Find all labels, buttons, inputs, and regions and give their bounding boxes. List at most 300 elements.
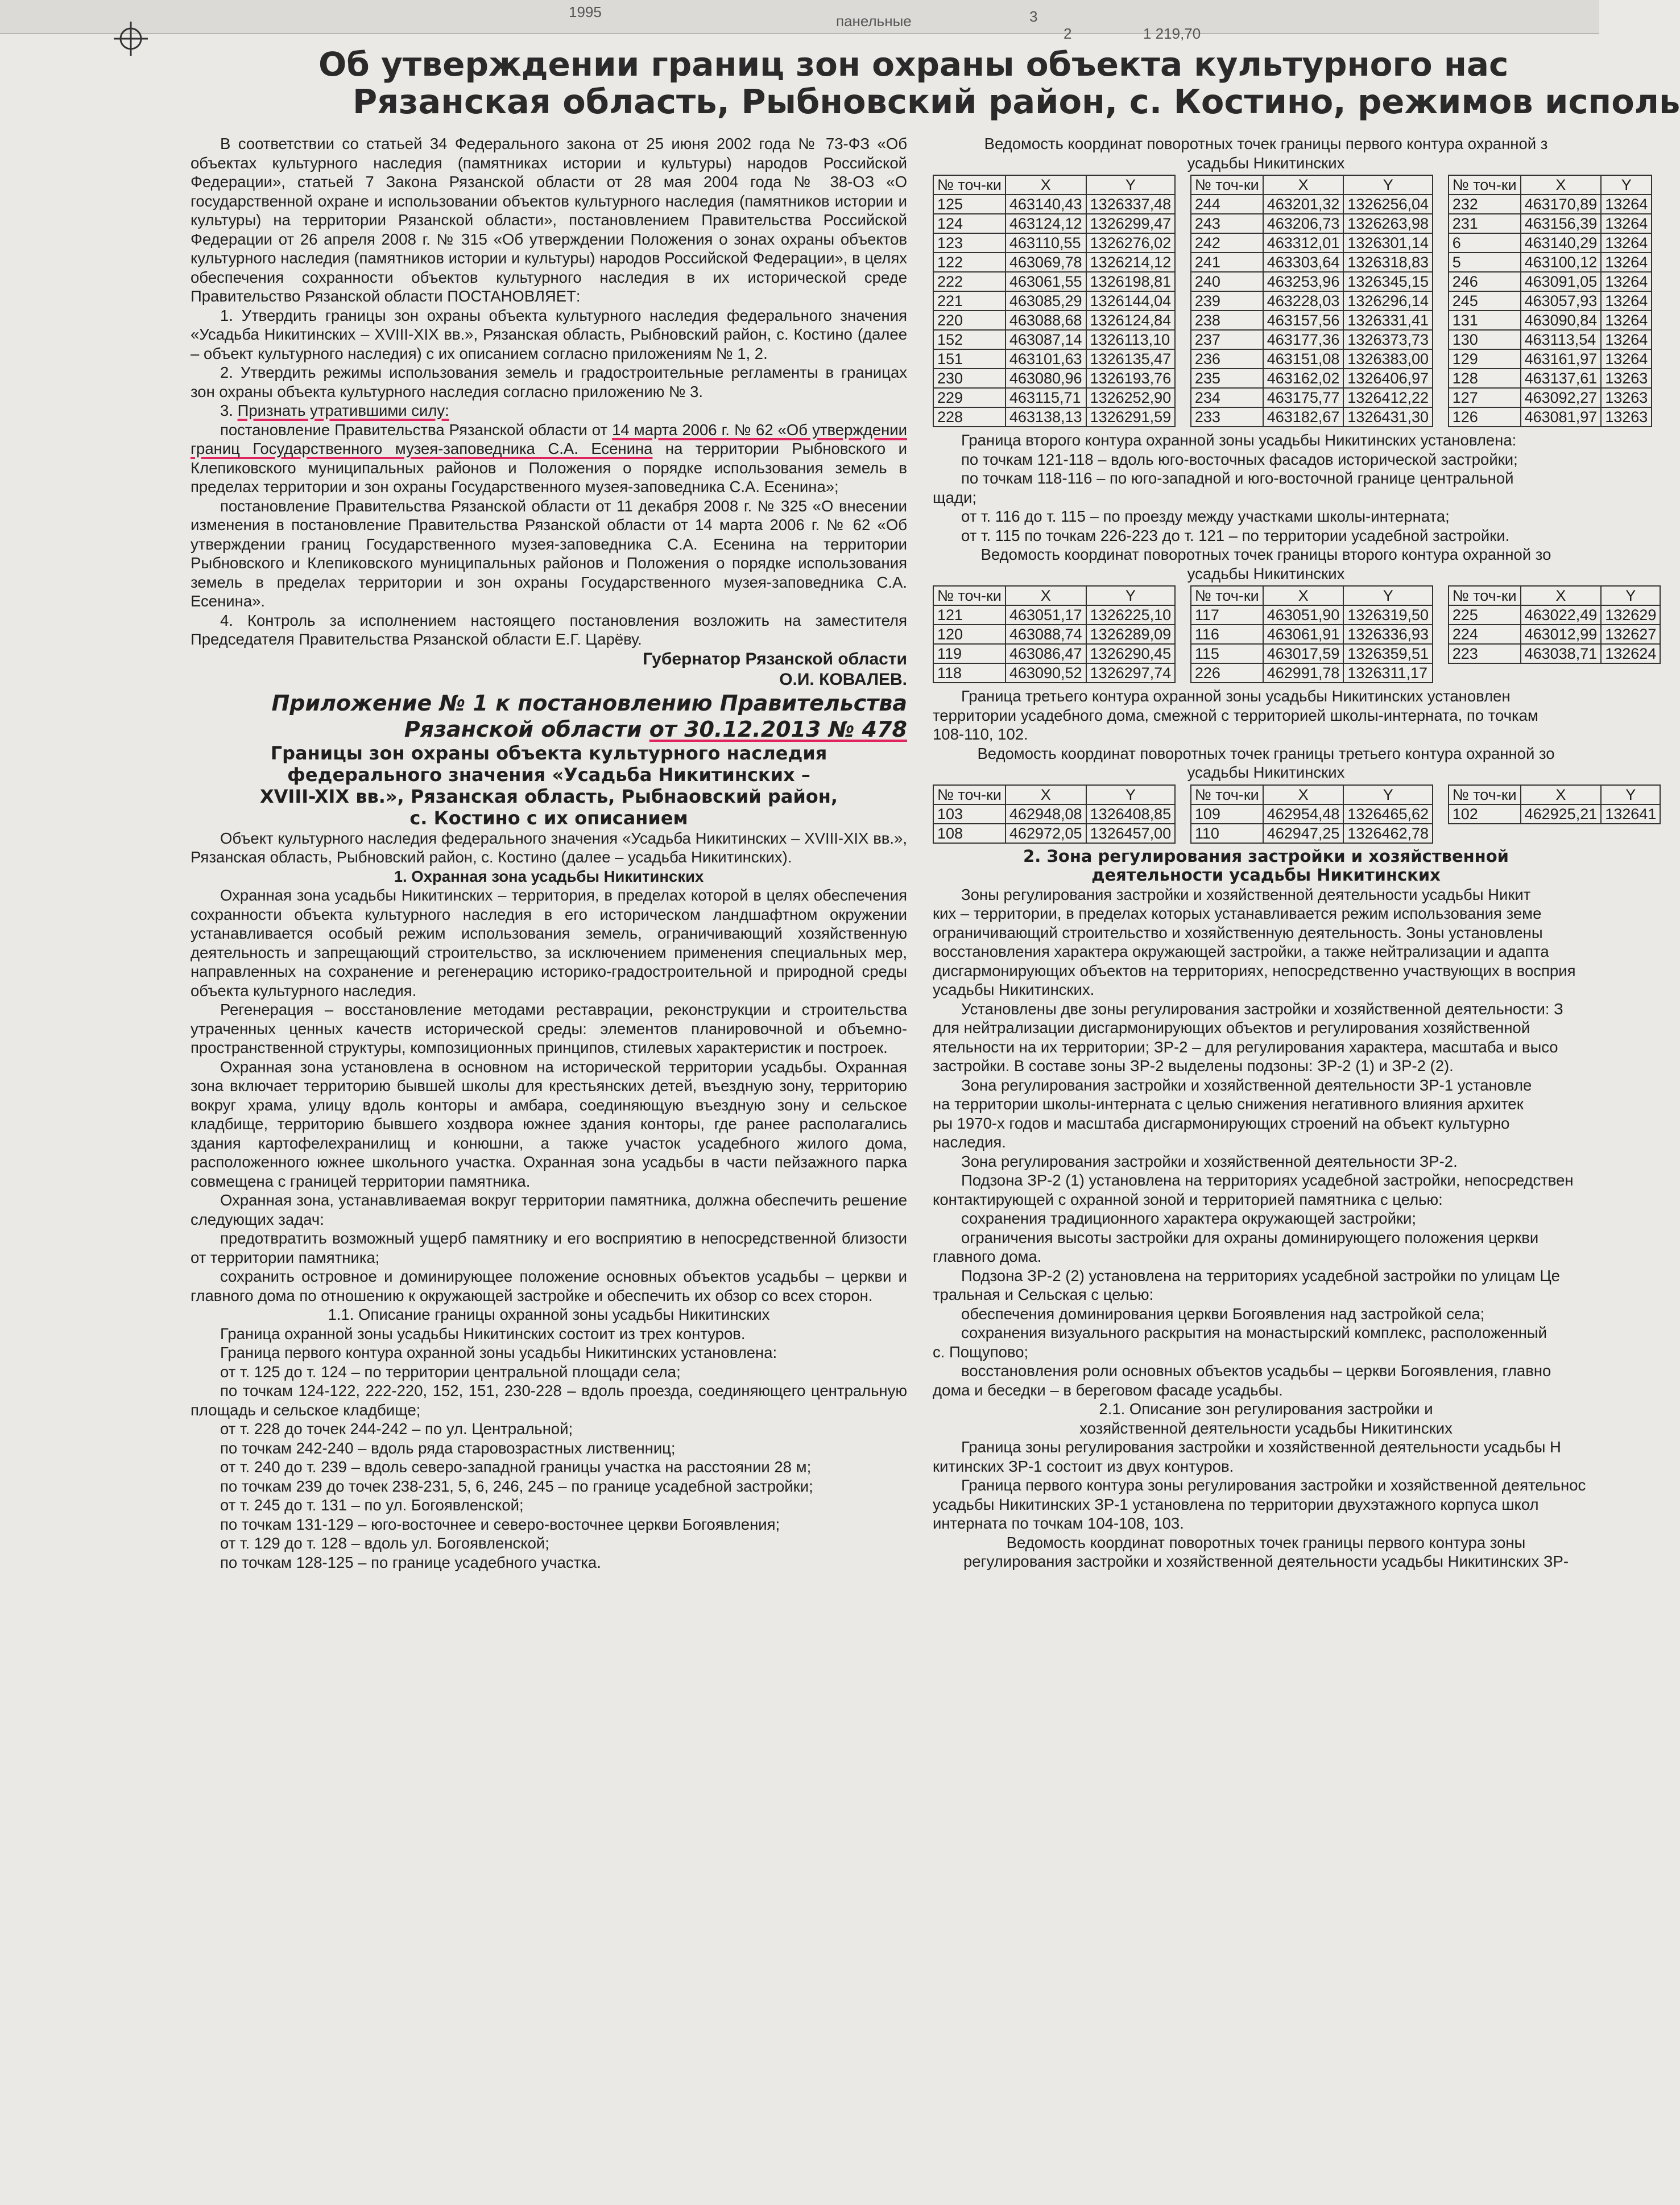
table-1-caption-line-2: усадьбы Никитинских — [1187, 154, 1345, 172]
table-cell: 463140,43 — [1005, 195, 1086, 214]
table-4-caption — [933, 1533, 1599, 1571]
table-row — [933, 291, 1175, 311]
table-cell: 463017,59 — [1263, 644, 1344, 663]
table-cell: 463088,68 — [1005, 311, 1086, 330]
table-cell: 463061,55 — [1005, 272, 1086, 291]
table-header-row — [1449, 175, 1652, 195]
table-cell: 116 — [1191, 625, 1263, 644]
column-header: X — [1263, 586, 1344, 605]
table-1-caption-line-1: Ведомость координат поворотных точек границы первого контура охранной з — [984, 135, 1548, 152]
title-line-1: Об утверждении границ зон охраны объекта культурного нас — [318, 45, 1509, 84]
subheading-line-4: с. Костино с их описанием — [409, 807, 688, 829]
column-header: X — [1005, 586, 1086, 605]
column-header: № точ-ки — [933, 175, 1005, 195]
zr-line-30: Граница первого контура зоны регулирования застройки и хозяйственной деятельнос — [961, 1476, 1586, 1494]
item-1: 1. Утвердить границы зон охраны объекта культурного наследия федерального значения «Усадьба Никитинских – XVIII-XIX вв.», Рязанская область, Рыбновский район, с. Костино (далее – объект культурного наследия) с их описанием согласно приложениям № 1, 2. — [191, 306, 907, 362]
section-2-1-heading-line-1: 2.1. Описание зон регулирования застройки и — [1099, 1400, 1433, 1418]
zr-line-19: ограничения высоты застройки для охраны доминирующего положения церкви — [961, 1228, 1539, 1246]
table-cell: 13264 — [1601, 214, 1652, 233]
table-cell: 463057,93 — [1521, 291, 1602, 311]
table-cell: 462972,05 — [1005, 824, 1086, 843]
table-row — [1449, 330, 1652, 349]
column-header: № точ-ки — [1191, 175, 1263, 195]
contour-2-step-4: от т. 115 по точкам 226-223 до т. 121 – по территории усадебной застройки. — [961, 526, 1510, 544]
table-header-row — [933, 785, 1175, 804]
table-cell: 1326214,12 — [1086, 253, 1176, 272]
zr-line-16: Подзона ЗР-2 (1) установлена на территориях усадебной застройки, непосредствен — [961, 1171, 1574, 1189]
table-row — [1449, 388, 1652, 407]
section-2-heading-line-2: деятельности усадьбы Никитинских — [1091, 865, 1441, 885]
zr-line-24: сохранения визуального раскрытия на монастырский комплекс, расположенный — [961, 1324, 1547, 1341]
table-cell: 230 — [933, 369, 1005, 388]
table-row — [933, 349, 1175, 369]
table-cell: 119 — [933, 644, 1005, 663]
table-cell: 1326462,78 — [1343, 824, 1433, 843]
table-cell: 13264 — [1601, 272, 1652, 291]
table-cell: 223 — [1449, 644, 1521, 663]
table-cell: 463090,52 — [1005, 663, 1086, 683]
zr-line-12: на территории школы-интерната с целью снижения негативного влияния архитек — [933, 1095, 1524, 1113]
table-cell: 1326263,98 — [1343, 214, 1433, 233]
zr-line-2: ких – территории, в пределах которых устанавливается режим использования земе — [933, 905, 1542, 922]
table-row — [1191, 644, 1433, 663]
table-cell: 132624 — [1601, 644, 1660, 663]
contour-2-intro: Граница второго контура охранной зоны усадьбы Никитинских установлена: — [961, 431, 1517, 449]
table-cell: 463138,13 — [1005, 407, 1086, 427]
left-column — [191, 134, 907, 1572]
strip-material: панельные — [836, 13, 912, 30]
table-row — [933, 644, 1175, 663]
zr-line-22: тральная и Сельская с целью: — [933, 1286, 1154, 1303]
table-row — [933, 195, 1175, 214]
table-row — [933, 388, 1175, 407]
table-cell: 1326318,83 — [1343, 253, 1433, 272]
table-cell: 233 — [1191, 407, 1263, 427]
table-row — [1449, 644, 1661, 663]
contour-3-intro: Граница третьего контура охранной зоны усадьбы Никитинских установлен — [961, 687, 1511, 705]
column-header: Y — [1086, 175, 1176, 195]
table-cell: 1326299,47 — [1086, 214, 1176, 233]
repealed-1 — [191, 420, 907, 497]
document-title — [318, 45, 1680, 121]
subheading-line-2: федерального значения «Усадьба Никитинских – — [287, 763, 810, 786]
table-cell: 463092,27 — [1521, 388, 1602, 407]
table-cell: 242 — [1191, 233, 1263, 253]
table-cell: 246 — [1449, 272, 1521, 291]
subheading-line-1: Границы зон охраны объекта культурного наследия — [270, 742, 827, 764]
table-cell: 241 — [1191, 253, 1263, 272]
table-cell: 463100,12 — [1521, 253, 1602, 272]
boundary-step-5: от т. 240 до т. 239 – вдоль северо-западной границы участка на расстоянии 28 м; — [220, 1458, 812, 1476]
table-cell: 124 — [933, 214, 1005, 233]
section-2-heading — [933, 847, 1599, 885]
table-row — [933, 663, 1175, 683]
zr-line-18: сохранения традиционного характера окружающей застройки; — [961, 1209, 1416, 1227]
table-cell: 109 — [1191, 804, 1263, 824]
column-header: X — [1263, 785, 1344, 804]
table-cell: 220 — [933, 311, 1005, 330]
table-cell: 462991,78 — [1263, 663, 1344, 683]
table-cell: 236 — [1191, 349, 1263, 369]
table-cell: 122 — [933, 253, 1005, 272]
column-header: Y — [1086, 586, 1176, 605]
table-row — [1191, 272, 1433, 291]
zone-established-text: Охранная зона установлена в основном на исторической территории усадьбы. Охранная зона включает территорию бывшей школы для крестьянских детей, въездную зону, территорию вокруг храма, улицу вдоль конторы и амбара, соединяющую въездную зону и сельское кладбище, территорию бывшего хоздвора южнее здания конторы, где ранее располагались здания картофелехранилищ и конюшни, а также участок усадебного жилого дома, расположенного южнее школьного участка. Охранная зона усадьбы в части пейзажного парка совмещена с границей территории памятника. — [191, 1058, 907, 1190]
table-cell: 463182,67 — [1263, 407, 1344, 427]
table-cell: 1326252,90 — [1086, 388, 1176, 407]
table-cell: 463312,01 — [1263, 233, 1344, 253]
table-cell: 463303,64 — [1263, 253, 1344, 272]
table-cell: 1326296,14 — [1343, 291, 1433, 311]
column-header: Y — [1601, 175, 1652, 195]
table-cell: 463069,78 — [1005, 253, 1086, 272]
table-cell: 231 — [1449, 214, 1521, 233]
table-cell: 1326124,84 — [1086, 311, 1176, 330]
preamble: В соответствии со статьей 34 Федерального закона от 25 июня 2002 года № 73-ФЗ «Об объектах культурного наследия (памятниках истории и культуры) народов Российской Федерации», статьей 7 Закона Рязанской области от 28 мая 2004 года № 38-ОЗ «О государственной охране и использовании объектов культурного наследия (памятников истории и культуры) на территории Рязанской области», постановлением Правительства Российской Федерации от 26 апреля 2008 г. № 315 «Об утверждении Положения о зонах охраны объектов культурного наследия (памятников истории и культуры) народов Российской Федерации», в целях обеспечения сохранности объектов культурного наследия в их исторической среде Правительство Рязанской области ПОСТАНОВЛЯЕТ: — [191, 135, 907, 305]
zr-line-3: ограничивающий строительство и хозяйственную деятельность. Зоны установлены — [933, 923, 1543, 942]
table-row — [1191, 349, 1433, 369]
table-group-1 — [933, 175, 1648, 427]
table-cell: 1326297,74 — [1086, 663, 1176, 683]
table-cell: 13264 — [1601, 349, 1652, 369]
table-row — [1449, 804, 1661, 824]
zr-line-21: Подзона ЗР-2 (2) установлена на территориях усадебной застройки по улицам Це — [961, 1266, 1560, 1285]
subheading-line-3: XVIII-XIX вв.», Рязанская область, Рыбнаовский район, — [259, 785, 838, 807]
table-cell: 463115,71 — [1005, 388, 1086, 407]
coordinate-table — [1190, 175, 1433, 427]
table-cell: 1326336,93 — [1343, 625, 1433, 644]
boundary-step-1: от т. 125 до т. 124 – по территории центральной площади села; — [220, 1362, 681, 1381]
table-cell: 463088,74 — [1005, 625, 1086, 644]
coordinate-table — [1448, 175, 1653, 427]
table-cell: 463085,29 — [1005, 291, 1086, 311]
table-row — [933, 625, 1175, 644]
table-row — [933, 824, 1175, 843]
item-3-underlined: Признать утратившими силу: — [237, 402, 449, 419]
table-row — [1449, 272, 1652, 291]
signature-name: О.И. КОВАЛЕВ. — [779, 670, 907, 689]
zr-line-5: дисгармонирующих объектов на территориях, непосредственно участвующих в восприя — [933, 961, 1576, 980]
table-cell: 1326311,17 — [1343, 663, 1433, 683]
table-row — [1191, 214, 1433, 233]
table-header-row — [1449, 785, 1661, 804]
registration-mark-icon — [114, 22, 148, 56]
column-header: X — [1521, 175, 1602, 195]
table-cell: 6 — [1449, 233, 1521, 253]
table-cell: 1326373,73 — [1343, 330, 1433, 349]
strip-year: 1995 — [569, 3, 602, 20]
column-header: № точ-ки — [1449, 175, 1521, 195]
column-header: № точ-ки — [1191, 785, 1263, 804]
table-cell: 1326113,10 — [1086, 330, 1176, 349]
table-row — [1449, 311, 1652, 330]
column-header: № точ-ки — [933, 785, 1005, 804]
column-header: Y — [1343, 175, 1433, 195]
table-row — [1449, 605, 1661, 625]
table-cell: 463101,63 — [1005, 349, 1086, 369]
boundary-step-7: от т. 245 до т. 131 – по ул. Богоявленской; — [220, 1496, 524, 1514]
table-cell: 13264 — [1601, 291, 1652, 311]
title-line-2: Рязанская область, Рыбновский район, с. Костино, режимов исполь — [353, 82, 1680, 121]
table-cell: 132627 — [1601, 625, 1660, 644]
table-row — [1191, 407, 1433, 427]
contour-2-step-2: по точкам 118-116 – по юго-западной и юго-восточной границе центральной — [961, 469, 1514, 487]
table-cell: 463157,56 — [1263, 311, 1344, 330]
table-cell: 115 — [1191, 644, 1263, 663]
table-row — [933, 214, 1175, 233]
table-cell: 238 — [1191, 311, 1263, 330]
table-cell: 463201,32 — [1263, 195, 1344, 214]
table-row — [1449, 253, 1652, 272]
table-cell: 463090,84 — [1521, 311, 1602, 330]
table-cell: 152 — [933, 330, 1005, 349]
appendix-line-1: Приложение № 1 к постановлению Правительства — [271, 690, 907, 716]
zr-line-15: Зона регулирования застройки и хозяйственной деятельности ЗР-2. — [961, 1152, 1458, 1170]
table-cell: 1326331,41 — [1343, 311, 1433, 330]
table-cell: 221 — [933, 291, 1005, 311]
column-header: Y — [1086, 785, 1176, 804]
table-cell: 463091,05 — [1521, 272, 1602, 291]
table-cell: 463137,61 — [1521, 369, 1602, 388]
strip-num2: 2 — [1064, 25, 1072, 42]
table-cell: 13264 — [1601, 253, 1652, 272]
table-cell: 463051,90 — [1263, 605, 1344, 625]
table-cell: 108 — [933, 824, 1005, 843]
repealed-1-underlined: 14 марта 2006 г. № 62 «Об утверждении границ Государственного музея-заповедника С.А. Есенина — [191, 420, 908, 457]
column-header: X — [1521, 586, 1602, 605]
table-header-row — [933, 175, 1175, 195]
table-row — [1449, 291, 1652, 311]
item-3-number: 3. — [220, 402, 238, 419]
table-row — [933, 233, 1175, 253]
table-row — [1191, 291, 1433, 311]
table-cell: 1326319,50 — [1343, 605, 1433, 625]
section-2-heading-line-1: 2. Зона регулирования застройки и хозяйственной — [1023, 846, 1509, 866]
table-cell: 1326465,62 — [1343, 804, 1433, 824]
regeneration-text: Регенерация – восстановление методами реставрации, реконструкции и строительства утраченных ценных качеств исторической среды: элементов планировочной и объемно-пространственной структуры, композиционных принципов, стилевых характеристик и построек. — [191, 1001, 907, 1056]
table-cell: 463022,49 — [1521, 605, 1602, 625]
table-cell: 132641 — [1601, 804, 1660, 824]
column-header: Y — [1343, 785, 1433, 804]
table-cell: 1326225,10 — [1086, 605, 1176, 625]
table-row — [1449, 407, 1652, 427]
table-row — [933, 407, 1175, 427]
strip-num1: 3 — [1029, 8, 1038, 25]
table-cell: 463061,91 — [1263, 625, 1344, 644]
item-4: 4. Контроль за исполнением настоящего постановления возложить на заместителя Председателя Правительства Рязанской области Е.Г. Царёву. — [191, 611, 907, 648]
table-cell: 5 — [1449, 253, 1521, 272]
table-cell: 126 — [1449, 407, 1521, 427]
appendix-date: от 30.12.2013 № 478 — [649, 716, 907, 742]
table-3-caption — [933, 744, 1599, 782]
table-row — [933, 330, 1175, 349]
table-cell: 128 — [1449, 369, 1521, 388]
table-cell: 463175,77 — [1263, 388, 1344, 407]
table-cell: 13263 — [1601, 388, 1652, 407]
table-4-caption-line-2: регулирования застройки и хозяйственной деятельности усадьбы Никитинских ЗР- — [963, 1552, 1569, 1570]
strip-area: 1 219,70 — [1143, 25, 1201, 42]
zr-line-10: застройки. В составе зоны ЗР-2 выделены подзоны: ЗР-2 (1) и ЗР-2 (2). — [933, 1057, 1454, 1075]
table-cell: 13263 — [1601, 369, 1652, 388]
zr-line-20: главного дома. — [933, 1248, 1042, 1265]
table-row — [1191, 233, 1433, 253]
zr-line-26: восстановления роли основных объектов усадьбы – церкви Богоявления, главно — [961, 1362, 1551, 1380]
boundary-step-4: по точкам 242-240 – вдоль ряда старовозрастных лиственниц; — [220, 1439, 676, 1457]
zone-tasks-text: Охранная зона, устанавливаемая вокруг территории памятника, должна обеспечить решение следующих задач: — [191, 1191, 907, 1228]
table-row — [1191, 253, 1433, 272]
table-cell: 132629 — [1601, 605, 1660, 625]
table-cell: 1326135,47 — [1086, 349, 1176, 369]
table-row — [1449, 195, 1652, 214]
boundary-step-6: по точкам 239 до точек 238-231, 5, 6, 246, 245 – по границе усадебной застройки; — [220, 1477, 813, 1495]
table-cell: 463086,47 — [1005, 644, 1086, 663]
table-cell: 463110,55 — [1005, 233, 1086, 253]
table-cell: 463081,97 — [1521, 407, 1602, 427]
table-cell: 110 — [1191, 824, 1263, 843]
zr-line-23: обеспечения доминирования церкви Богоявления над застройкой села; — [961, 1304, 1485, 1323]
table-row — [1449, 214, 1652, 233]
zr-line-4: восстановления характера окружающей застройки, а также нейтрализации и адапта — [933, 943, 1549, 960]
table-header-row — [1449, 586, 1661, 605]
boundary-intro: Граница охранной зоны усадьбы Никитинских состоит из трех контуров. — [220, 1324, 746, 1343]
table-group-3 — [933, 784, 1657, 844]
coordinate-table — [933, 784, 1176, 844]
table-cell: 1326431,30 — [1343, 407, 1433, 427]
zr-line-14: наследия. — [933, 1133, 1006, 1151]
table-row — [933, 369, 1175, 388]
table-cell: 1326408,85 — [1086, 804, 1176, 824]
zr-line-28: Граница зоны регулирования застройки и хозяйственной деятельности усадьбы Н — [961, 1438, 1561, 1456]
boundary-step-8: по точкам 131-129 – юго-восточнее и северо-восточнее церкви Богоявления; — [220, 1515, 780, 1533]
zr-line-31: усадьбы Никитинских ЗР-1 установлена по территории двухэтажного корпуса школ — [933, 1495, 1539, 1513]
contour-3-points: 108-110, 102. — [933, 725, 1028, 743]
table-cell: 463161,97 — [1521, 349, 1602, 369]
repealed-1-end: на территории Рыбновского и Клепиковского муниципальных районов и Положения о порядке использования земель в пределах территории и зон охраны Государственного музея-заповедника С.А. Есенина»; — [191, 440, 907, 495]
table-cell: 234 — [1191, 388, 1263, 407]
appendix-subheading — [191, 742, 907, 829]
table-cell: 463253,96 — [1263, 272, 1344, 291]
section-1-1-heading: 1.1. Описание границы охранной зоны усадьбы Никитинских — [328, 1306, 770, 1323]
column-header: X — [1005, 785, 1086, 804]
boundary-contour-1: Граница первого контура охранной зоны усадьбы Никитинских установлена: — [220, 1344, 777, 1361]
table-cell: 243 — [1191, 214, 1263, 233]
table-row — [933, 253, 1175, 272]
zr-line-9: ятельности на их территории; ЗР-2 – для регулирования характера, масштаба и высо — [933, 1038, 1558, 1056]
table-cell: 130 — [1449, 330, 1521, 349]
table-cell: 463177,36 — [1263, 330, 1344, 349]
zr-line-17: контактирующей с охранной зоной и территорией памятника с целью: — [933, 1190, 1443, 1208]
zr-line-1: Зоны регулирования застройки и хозяйственной деятельности усадьбы Никит — [961, 885, 1531, 903]
table-3-caption-line-1: Ведомость координат поворотных точек границы третьего контура охранной зо — [977, 744, 1555, 762]
previous-table-strip — [0, 0, 1599, 42]
zr-line-13: ры 1970-х годов и масштаба дисгармонирующих строений на объект культурно — [933, 1114, 1510, 1132]
table-1-caption — [933, 134, 1599, 172]
table-cell: 1326345,15 — [1343, 272, 1433, 291]
column-header: № точ-ки — [1449, 586, 1521, 605]
table-row — [1449, 233, 1652, 253]
table-row — [1191, 804, 1433, 824]
contour-3-cont: территории усадебного дома, смежной с территорией школы-интерната, по точкам — [933, 706, 1538, 724]
table-cell: 463206,73 — [1263, 214, 1344, 233]
item-2: 2. Утвердить режимы использования земель и градостроительные регламенты в границах зон охраны объекта культурного наследия согласно приложению № 3. — [191, 364, 907, 400]
column-header: № точ-ки — [1191, 586, 1263, 605]
table-cell: 1326383,00 — [1343, 349, 1433, 369]
contour-2-step-3: от т. 116 до т. 115 – по проезду между участками школы-интерната; — [961, 507, 1450, 525]
zr-line-8: для нейтрализации дисгармонирующих объектов и регулирования хозяйственной — [933, 1019, 1530, 1037]
table-row — [933, 311, 1175, 330]
table-cell: 1326144,04 — [1086, 291, 1176, 311]
table-row — [1191, 663, 1433, 683]
table-cell: 224 — [1449, 625, 1521, 644]
table-cell: 151 — [933, 349, 1005, 369]
table-2-caption-line-2: усадьбы Никитинских — [1187, 564, 1345, 583]
table-cell: 120 — [933, 625, 1005, 644]
table-cell: 463140,29 — [1521, 233, 1602, 253]
zr-line-32: интерната по точкам 104-108, 103. — [933, 1514, 1184, 1532]
table-group-2 — [933, 585, 1657, 683]
coordinate-table — [1448, 585, 1661, 664]
table-cell: 117 — [1191, 605, 1263, 625]
boundary-step-3: от т. 228 до точек 244-242 – по ул. Центральной; — [220, 1420, 573, 1438]
table-row — [933, 804, 1175, 824]
table-row — [1449, 349, 1652, 369]
section-2-1-heading — [933, 1399, 1599, 1438]
table-row — [1191, 369, 1433, 388]
table-cell: 235 — [1191, 369, 1263, 388]
table-cell: 13264 — [1601, 311, 1652, 330]
zr-line-25: с. Пощупово; — [933, 1343, 1029, 1361]
table-cell: 228 — [933, 407, 1005, 427]
right-column — [933, 134, 1657, 1571]
table-cell: 118 — [933, 663, 1005, 683]
table-cell: 462947,25 — [1263, 824, 1344, 843]
table-cell: 13264 — [1601, 330, 1652, 349]
table-cell: 463124,12 — [1005, 214, 1086, 233]
table-cell: 463012,99 — [1521, 625, 1602, 644]
table-row — [1191, 605, 1433, 625]
column-header: № точ-ки — [933, 586, 1005, 605]
zr-line-27: дома и беседки – в береговом фасаде усадьбы. — [933, 1381, 1283, 1399]
table-cell: 462948,08 — [1005, 804, 1086, 824]
table-cell: 463228,03 — [1263, 291, 1344, 311]
table-cell: 1326457,00 — [1086, 824, 1176, 843]
section-1-heading: 1. Охранная зона усадьбы Никитинских — [394, 867, 704, 885]
coordinate-table — [1448, 784, 1661, 824]
table-cell: 1326289,09 — [1086, 625, 1176, 644]
column-header: X — [1005, 175, 1086, 195]
table-cell: 463156,39 — [1521, 214, 1602, 233]
table-cell: 226 — [1191, 663, 1263, 683]
table-row — [1191, 330, 1433, 349]
table-cell: 222 — [933, 272, 1005, 291]
table-cell: 463113,54 — [1521, 330, 1602, 349]
table-cell: 129 — [1449, 349, 1521, 369]
table-row — [1191, 625, 1433, 644]
table-cell: 131 — [1449, 311, 1521, 330]
object-definition: Объект культурного наследия федерального значения «Усадьба Никитинских – XVIII-XIX вв.», Рязанская область, Рыбновский район, с. Костино (далее – усадьба Никитинских). — [191, 829, 907, 866]
table-cell: 13264 — [1601, 233, 1652, 253]
table-cell: 125 — [933, 195, 1005, 214]
table-cell: 462954,48 — [1263, 804, 1344, 824]
coordinate-table — [933, 585, 1176, 683]
table-cell: 244 — [1191, 195, 1263, 214]
table-2-caption-line-1: Ведомость координат поворотных точек границы второго контура охранной зо — [980, 546, 1551, 563]
repealed-2: постановление Правительства Рязанской области от 11 декабря 2008 г. № 325 «О внесении изменения в постановление Правительства Рязанской области от 14 марта 2006 г. № 62 «Об утверждении границ Государственного музея-заповедника С.А. Есенина на территории Рыбновского и Клепиковского муниципальных районов и Положения о порядке использования земель в пределах территории и зон охраны Государственного музея-заповедника С.А. Есенина». — [191, 497, 907, 610]
signature-title: Губернатор Рязанской области — [643, 649, 907, 668]
table-cell: 462925,21 — [1521, 804, 1602, 824]
table-cell: 121 — [933, 605, 1005, 625]
table-cell: 1326337,48 — [1086, 195, 1176, 214]
